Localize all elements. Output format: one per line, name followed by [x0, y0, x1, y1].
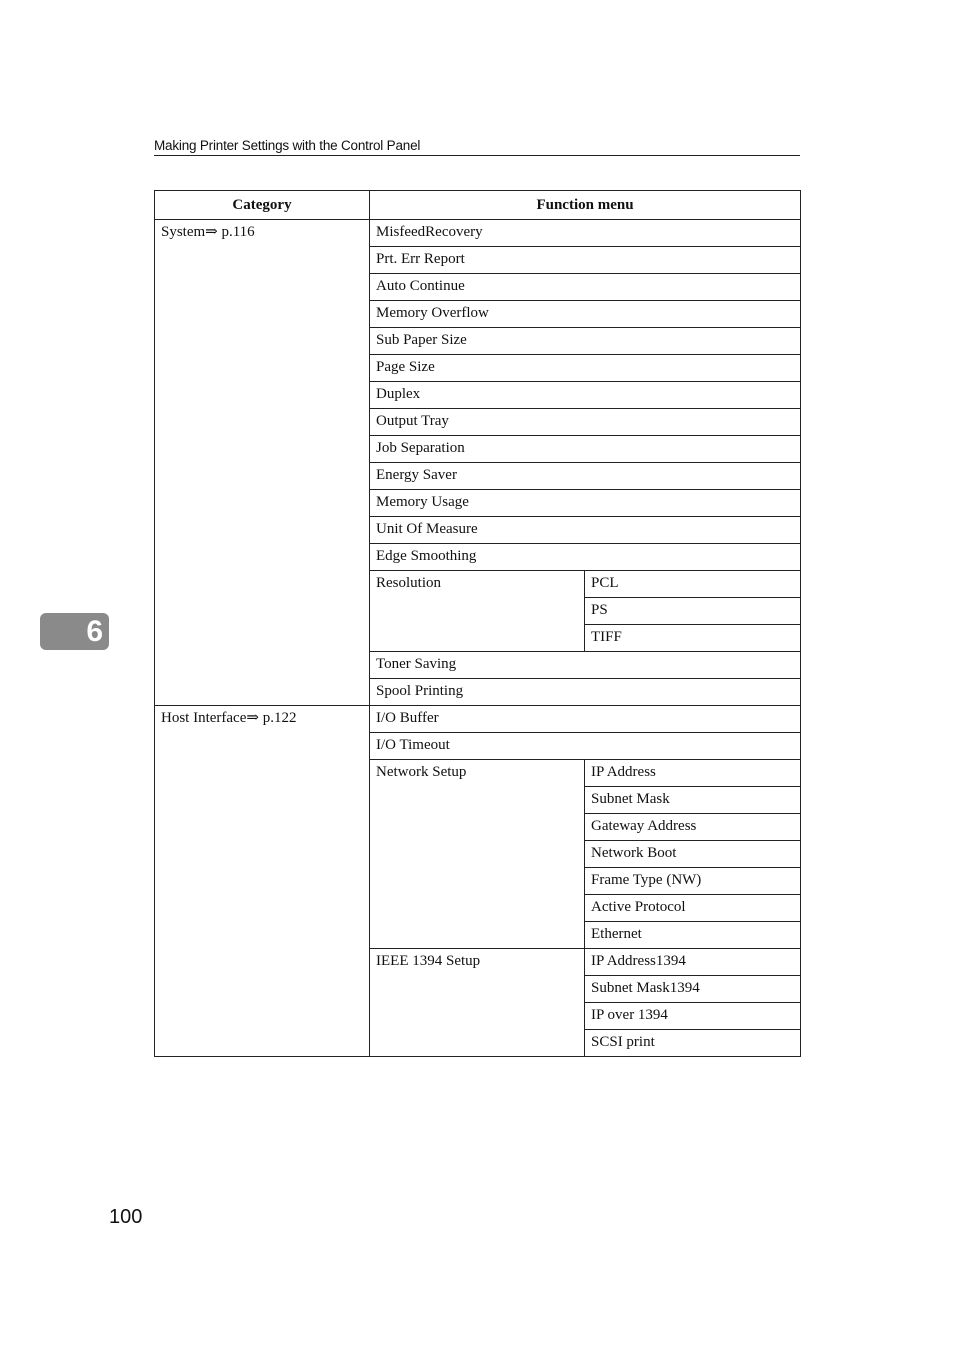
- function-submenu-item: Active Protocol: [585, 895, 801, 922]
- category-cell: System⇒ p.116: [155, 220, 370, 706]
- function-menu-item: Spool Printing: [370, 679, 801, 706]
- table-row: [155, 706, 801, 733]
- function-menu-item: Edge Smoothing: [370, 544, 801, 571]
- function-menu-item: Page Size: [370, 355, 801, 382]
- function-submenu-item: Ethernet: [585, 922, 801, 949]
- function-submenu-item: Gateway Address: [585, 814, 801, 841]
- table-header-row: [155, 191, 801, 220]
- function-submenu-item: IP Address: [585, 760, 801, 787]
- function-menu-item: Sub Paper Size: [370, 328, 801, 355]
- function-submenu-item: TIFF: [585, 625, 801, 652]
- function-menu-item: Network Setup: [370, 760, 585, 949]
- function-menu-item: Duplex: [370, 382, 801, 409]
- function-menu-item: Unit Of Measure: [370, 517, 801, 544]
- function-menu-item: Energy Saver: [370, 463, 801, 490]
- function-menu-item: Auto Continue: [370, 274, 801, 301]
- function-menu-table: [154, 190, 801, 1057]
- function-menu-item: MisfeedRecovery: [370, 220, 801, 247]
- function-submenu-item: IP Address1394: [585, 949, 801, 976]
- function-submenu-item: Network Boot: [585, 841, 801, 868]
- category-cell: Host Interface⇒ p.122: [155, 706, 370, 1057]
- running-header: Making Printer Settings with the Control Panel: [154, 138, 800, 156]
- function-menu-column-header: Function menu: [370, 191, 801, 220]
- function-menu-item: Job Separation: [370, 436, 801, 463]
- function-submenu-item: PCL: [585, 571, 801, 598]
- function-menu-item: Prt. Err Report: [370, 247, 801, 274]
- function-submenu-item: Subnet Mask1394: [585, 976, 801, 1003]
- function-menu-item: IEEE 1394 Setup: [370, 949, 585, 1057]
- table-body: [155, 220, 801, 1057]
- function-submenu-item: PS: [585, 598, 801, 625]
- function-menu-item: Resolution: [370, 571, 585, 652]
- function-menu-item: Memory Usage: [370, 490, 801, 517]
- function-menu-item: Memory Overflow: [370, 301, 801, 328]
- chapter-tab: 6: [40, 613, 109, 650]
- function-menu-item: I/O Timeout: [370, 733, 801, 760]
- page-number: 100: [109, 1206, 143, 1228]
- category-column-header: Category: [155, 191, 370, 220]
- function-menu-item: I/O Buffer: [370, 706, 801, 733]
- function-submenu-item: Subnet Mask: [585, 787, 801, 814]
- function-submenu-item: SCSI print: [585, 1030, 801, 1057]
- function-submenu-item: IP over 1394: [585, 1003, 801, 1030]
- function-menu-item: Output Tray: [370, 409, 801, 436]
- function-menu-item: Toner Saving: [370, 652, 801, 679]
- function-submenu-item: Frame Type (NW): [585, 868, 801, 895]
- table-row: [155, 220, 801, 247]
